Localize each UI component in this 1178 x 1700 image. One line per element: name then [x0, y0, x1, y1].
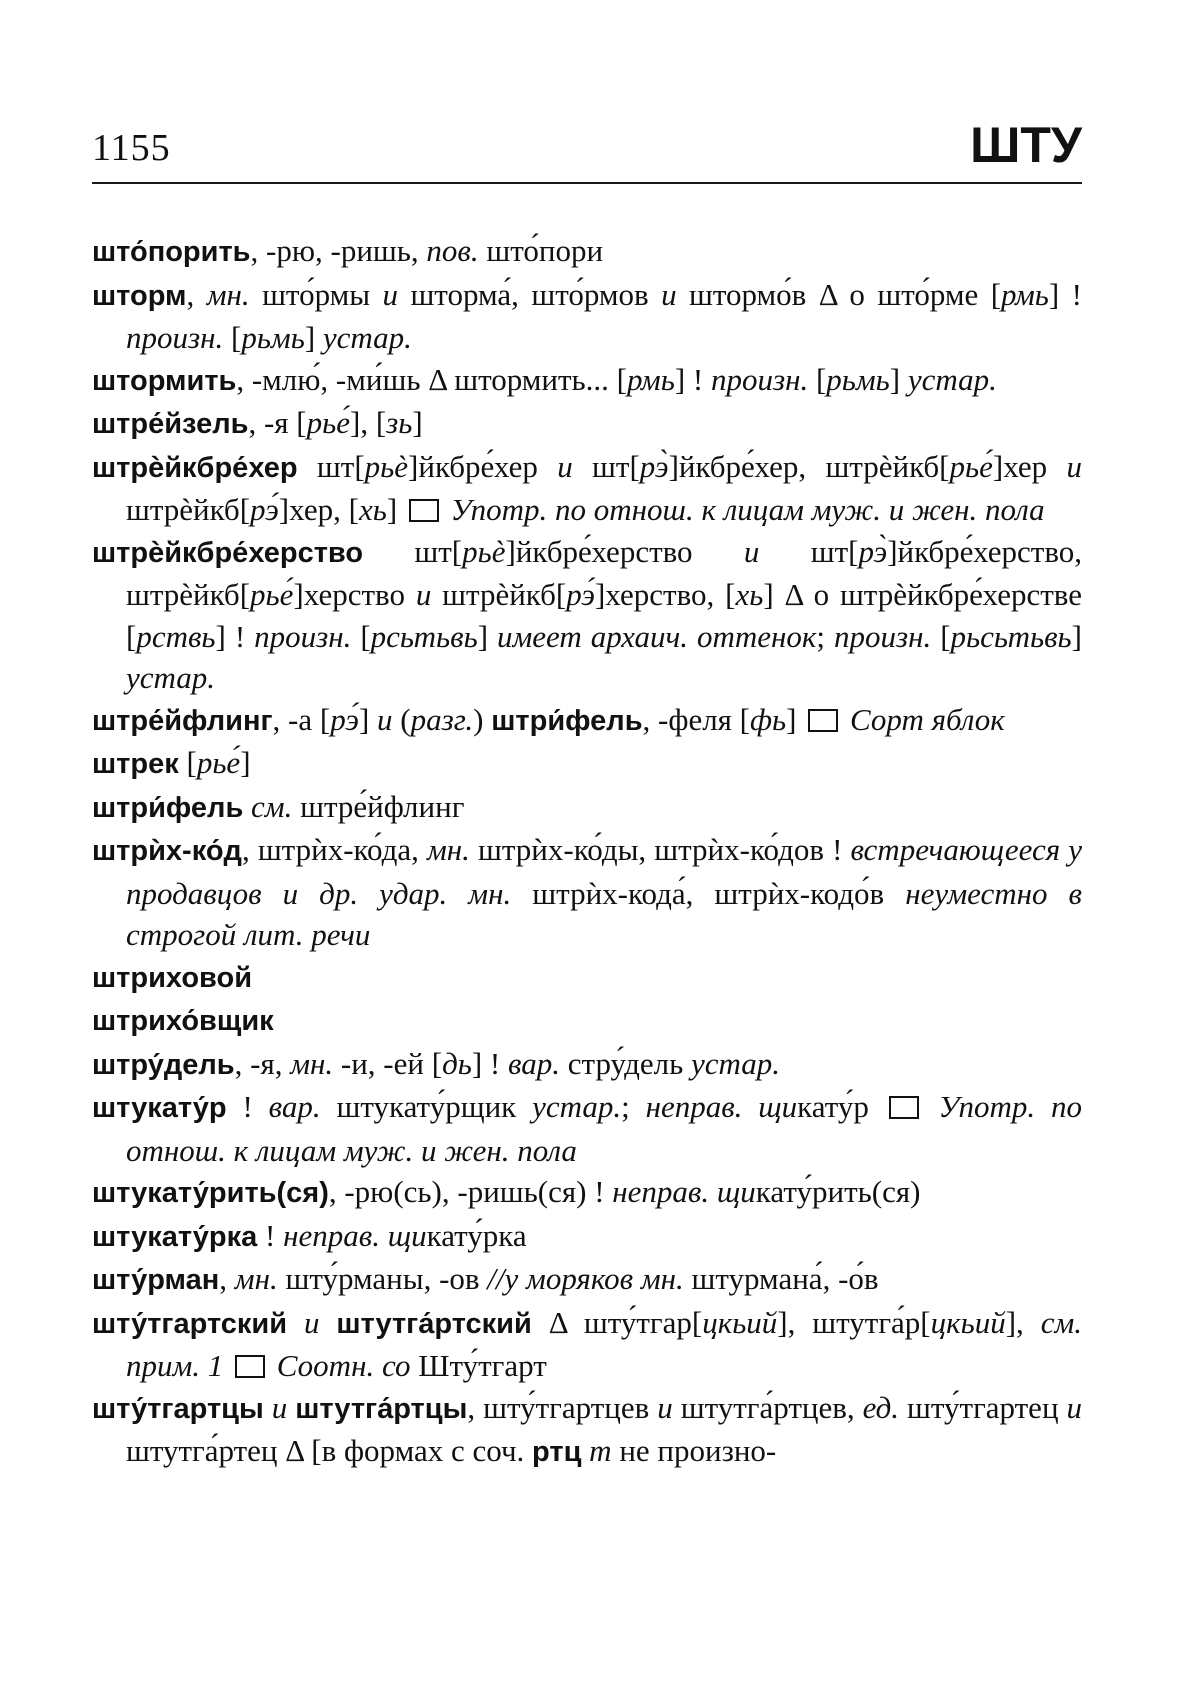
- entry-text: шту́тгартец: [899, 1389, 1067, 1425]
- entry-text: ] Δ о штрѐйкбре́херстве [: [126, 577, 1083, 654]
- entry-text: ]: [304, 320, 323, 355]
- italic-annotation: см. прим. 1: [126, 1304, 1082, 1383]
- entry-text: ]: [386, 492, 405, 527]
- italic-annotation: и: [377, 701, 393, 737]
- entry-text: [: [931, 618, 951, 654]
- italic-annotation: и: [382, 276, 398, 312]
- entry-text: штормо́в Δ о што́рме [: [676, 276, 1002, 312]
- entry-text: штутга́ртец Δ [в формах с соч.: [126, 1433, 533, 1468]
- headword: штрек: [92, 748, 179, 780]
- entry-text: кату́р: [797, 1089, 885, 1124]
- entry-text: штурмана́, -о́в: [683, 1261, 879, 1296]
- italic-annotation: рье́: [196, 745, 241, 780]
- entry-text: [223, 1348, 231, 1383]
- italic-annotation: рствь: [136, 618, 216, 654]
- entry-text: [842, 702, 850, 737]
- dictionary-entry: [92, 446, 1082, 531]
- italic-annotation: хь: [735, 577, 764, 612]
- entry-text: ,: [186, 276, 207, 312]
- entry-text: шт[: [572, 448, 640, 484]
- italic-annotation: устар.: [532, 1089, 622, 1124]
- italic-annotation: и: [415, 577, 432, 612]
- entry-text: ]: [477, 618, 497, 654]
- entry-text: стру́дель: [560, 1045, 691, 1081]
- italic-annotation: рмь: [1001, 276, 1049, 312]
- note-box-icon: [808, 709, 838, 732]
- entry-text: [581, 1433, 589, 1468]
- headword: шту́рман: [92, 1264, 220, 1296]
- italic-annotation: //у моряков мн.: [487, 1261, 684, 1296]
- dictionary-entry: [92, 1086, 1082, 1171]
- italic-annotation: вар.: [268, 1089, 321, 1124]
- entry-text: кату́рить(ся): [755, 1174, 921, 1209]
- dictionary-entry: [92, 786, 1082, 830]
- italic-annotation: рэ́: [250, 492, 279, 527]
- italic-annotation: мн.: [206, 276, 250, 312]
- entry-text: шт[: [759, 533, 859, 569]
- headword: штре́йфлинг: [92, 704, 273, 737]
- dictionary-entry: [92, 999, 1082, 1043]
- italic-annotation: неправ. щи: [612, 1174, 756, 1209]
- italic-annotation: рсьтьвь: [370, 618, 478, 654]
- italic-annotation: произн.: [834, 618, 932, 654]
- italic-annotation: встречающееся у продавцов и др. удар. мн.: [126, 832, 1082, 911]
- headword: штутга́ртский: [336, 1307, 532, 1340]
- entry-text: штрѝх-ко́ды, штрѝх-ко́дов !: [469, 832, 851, 867]
- italic-annotation: неуместно в строгой лит. речи: [126, 875, 1082, 952]
- italic-annotation: рьѐ: [462, 533, 506, 569]
- entry-text: , -феля [: [642, 701, 751, 737]
- entry-text: , -а [: [272, 701, 331, 737]
- entry-text: , -млю́, -ми́шь Δ штормить... [: [236, 361, 627, 397]
- entry-text: шт[: [363, 533, 463, 569]
- italic-annotation: цкьий: [702, 1304, 778, 1340]
- page-number: 1155: [92, 127, 171, 169]
- entry-text: кату́рка: [426, 1217, 527, 1253]
- entry-text: [287, 1305, 304, 1340]
- headword: штриховой: [92, 961, 253, 994]
- entry-text: ]: [889, 361, 908, 397]
- italic-annotation: дь: [442, 1045, 472, 1081]
- entry-text: [923, 1089, 939, 1124]
- entry-text: [: [351, 618, 371, 654]
- headword: штормить: [92, 364, 237, 397]
- italic-annotation: рье́: [250, 577, 294, 612]
- entry-text: !: [226, 1089, 269, 1124]
- entry-text: , штрѝх-ко́да,: [241, 832, 427, 867]
- headword: ртц: [532, 1436, 582, 1468]
- italic-annotation: см.: [251, 788, 293, 824]
- entry-text: шту́рманы, -ов: [277, 1261, 488, 1296]
- italic-annotation: рэ̀: [639, 448, 669, 484]
- italic-annotation: рэ̀: [858, 533, 888, 569]
- entry-text: ] !: [471, 1045, 509, 1081]
- headword: штрѐйкбре́херство: [92, 536, 364, 569]
- dictionary-entry: [92, 956, 1082, 1000]
- italic-annotation: устар.: [126, 660, 216, 695]
- running-head: ШТУ: [970, 117, 1082, 173]
- entry-text: штутга́ртцев,: [672, 1389, 863, 1425]
- entry-text: штре́йфлинг: [292, 788, 465, 824]
- italic-annotation: рьмь: [241, 320, 305, 355]
- headword: штрихо́вщик: [92, 1005, 274, 1037]
- entry-text: ;: [816, 618, 834, 654]
- italic-annotation: и: [557, 448, 573, 484]
- entry-text: ],: [1005, 1304, 1041, 1340]
- italic-annotation: мн.: [234, 1261, 278, 1296]
- entry-text: [269, 1348, 277, 1383]
- entry-text: ]йкбре́хер, штрѐйкб[: [668, 448, 950, 484]
- entry-text: ]херство: [293, 577, 416, 612]
- italic-annotation: неправ. щи: [645, 1089, 798, 1124]
- headword: штрѐйкбре́хер: [92, 451, 298, 484]
- italic-annotation: разг.: [410, 701, 474, 737]
- italic-annotation: рьмь: [826, 361, 890, 397]
- dictionary-entry: [92, 402, 1082, 446]
- italic-annotation: рьсьтьвь: [950, 618, 1072, 654]
- entry-text: [: [808, 361, 827, 397]
- entry-text: ]: [240, 745, 251, 780]
- entry-text: ], штутга́р[: [777, 1304, 931, 1340]
- entry-text: шторма́, што́рмов: [398, 276, 662, 312]
- entry-text: ], [: [350, 405, 387, 440]
- italic-annotation: имеет архаич. оттенок: [497, 618, 817, 654]
- italic-annotation: рьѐ: [364, 448, 409, 484]
- dictionary-entries: [92, 230, 1082, 1474]
- entry-text: ;: [621, 1089, 646, 1124]
- entry-text: ]: [358, 701, 378, 737]
- italic-annotation: неправ. щи: [283, 1217, 427, 1253]
- italic-annotation: рье́: [949, 448, 993, 484]
- italic-annotation: и: [1066, 1389, 1083, 1425]
- dictionary-entry: [92, 1302, 1082, 1387]
- italic-annotation: рмь: [626, 361, 675, 397]
- entry-text: ] !: [674, 361, 711, 397]
- dictionary-entry: [92, 274, 1082, 359]
- entry-text: ]хер, [: [278, 492, 359, 527]
- italic-annotation: хь: [358, 492, 387, 527]
- headword: што́порить: [92, 236, 251, 268]
- entry-text: , -я,: [234, 1045, 291, 1081]
- note-box-icon: [235, 1355, 265, 1378]
- headword: штрѝх-ко́д: [92, 835, 242, 867]
- entry-text: [: [223, 320, 242, 355]
- italic-annotation: устар.: [322, 320, 412, 355]
- dictionary-entry: [92, 531, 1082, 699]
- italic-annotation: и: [661, 276, 677, 312]
- italic-annotation: Употр. по отнош. к лицам муж. и жен. пола: [450, 492, 1045, 527]
- headword: шту́тгартский: [92, 1307, 288, 1340]
- entry-text: шт[: [297, 448, 365, 484]
- entry-text: штрѝх-кода́, штрѝх-кодо́в: [511, 875, 906, 911]
- italic-annotation: Сорт яблок: [849, 701, 1005, 737]
- headword: штукату́рка: [92, 1220, 258, 1253]
- headword: штукату́р: [92, 1092, 227, 1124]
- entry-text: не произно-: [611, 1433, 777, 1468]
- entry-text: , -рю(сь), -ришь(ся) !: [328, 1174, 613, 1209]
- italic-annotation: цкьий: [930, 1304, 1006, 1340]
- italic-annotation: вар.: [508, 1045, 561, 1081]
- entry-text: Δ шту́тгар[: [531, 1304, 703, 1340]
- italic-annotation: произн.: [710, 361, 809, 397]
- entry-text: штрѐйкб[: [126, 492, 251, 527]
- entry-text: Шту́тгарт: [410, 1348, 547, 1383]
- headword: штри́фель: [92, 791, 244, 824]
- entry-text: ]: [786, 701, 805, 737]
- note-box-icon: [409, 499, 439, 522]
- italic-annotation: и: [1066, 448, 1083, 484]
- dictionary-entry: [92, 829, 1082, 956]
- italic-annotation: фь: [750, 701, 787, 737]
- entry-text: ]: [412, 405, 423, 440]
- italic-annotation: произн.: [126, 320, 224, 355]
- italic-annotation: мн.: [290, 1045, 334, 1081]
- dictionary-entry: [92, 1215, 1082, 1259]
- italic-annotation: ед.: [862, 1389, 900, 1425]
- headword: шторм: [92, 279, 187, 312]
- italic-annotation: произн.: [254, 618, 352, 654]
- headword: штре́йзель: [92, 408, 249, 440]
- dictionary-entry: [92, 1171, 1082, 1215]
- italic-annotation: рэ́: [566, 577, 595, 612]
- entry-text: ]херство, [: [594, 577, 736, 612]
- headword: штру́дель: [92, 1048, 235, 1081]
- italic-annotation: Соотн. со: [276, 1348, 411, 1383]
- dictionary-entry: [92, 742, 1082, 786]
- entry-text: (: [392, 701, 411, 737]
- entry-text: !: [257, 1217, 284, 1253]
- dictionary-entry: [92, 1043, 1082, 1087]
- page-header: [92, 112, 1082, 184]
- dictionary-entry: [92, 699, 1082, 743]
- italic-annotation: рэ́: [330, 701, 359, 737]
- headword: шту́тгартцы: [92, 1392, 264, 1425]
- entry-text: [243, 789, 251, 824]
- entry-text: [264, 1390, 272, 1425]
- italic-annotation: Употр. по отнош. к лицам муж. и жен. пола: [126, 1089, 1083, 1168]
- italic-annotation: пов.: [426, 233, 479, 268]
- entry-text: ] !: [215, 618, 255, 654]
- entry-text: ]: [1071, 618, 1082, 654]
- entry-text: штукату́рщик: [320, 1089, 533, 1124]
- note-box-icon: [889, 1096, 919, 1119]
- entry-text: ]йкбре́херство: [505, 533, 744, 569]
- italic-annotation: т: [589, 1433, 612, 1468]
- entry-text: што́рмы: [249, 276, 383, 312]
- entry-text: што́пори: [478, 233, 604, 268]
- italic-annotation: и: [657, 1389, 673, 1425]
- headword: штукату́рить(ся): [92, 1177, 329, 1209]
- entry-text: [: [178, 745, 197, 780]
- entry-text: , -рю, -ришь,: [250, 233, 427, 268]
- italic-annotation: и: [743, 533, 760, 569]
- entry-text: ] !: [1048, 276, 1082, 312]
- italic-annotation: и: [271, 1389, 288, 1425]
- entry-text: ]йкбре́херство, штрѐйкб[: [126, 533, 1082, 612]
- entry-text: [319, 1305, 336, 1340]
- entry-text: ,: [219, 1261, 235, 1296]
- entry-text: , шту́тгартцев: [467, 1389, 658, 1425]
- entry-text: ]йкбре́хер: [408, 448, 558, 484]
- entry-text: , -я [: [248, 405, 307, 440]
- dictionary-entry: [92, 230, 1082, 274]
- dictionary-entry: [92, 1258, 1082, 1302]
- italic-annotation: и: [303, 1304, 320, 1340]
- entry-text: ]хер: [992, 448, 1067, 484]
- dictionary-entry: [92, 1387, 1082, 1474]
- italic-annotation: зь: [386, 405, 413, 440]
- italic-annotation: рье́: [306, 405, 350, 440]
- italic-annotation: устар.: [690, 1045, 781, 1081]
- entry-text: -и, -ей [: [333, 1045, 443, 1081]
- italic-annotation: мн.: [427, 832, 470, 867]
- entry-text: ): [473, 701, 492, 737]
- dictionary-entry: [92, 359, 1082, 403]
- entry-text: штрѐйкб[: [431, 577, 567, 612]
- headword: штутга́ртцы: [295, 1392, 468, 1425]
- italic-annotation: устар.: [907, 361, 997, 397]
- headword: штри́фель: [491, 704, 643, 737]
- entry-text: [443, 492, 451, 527]
